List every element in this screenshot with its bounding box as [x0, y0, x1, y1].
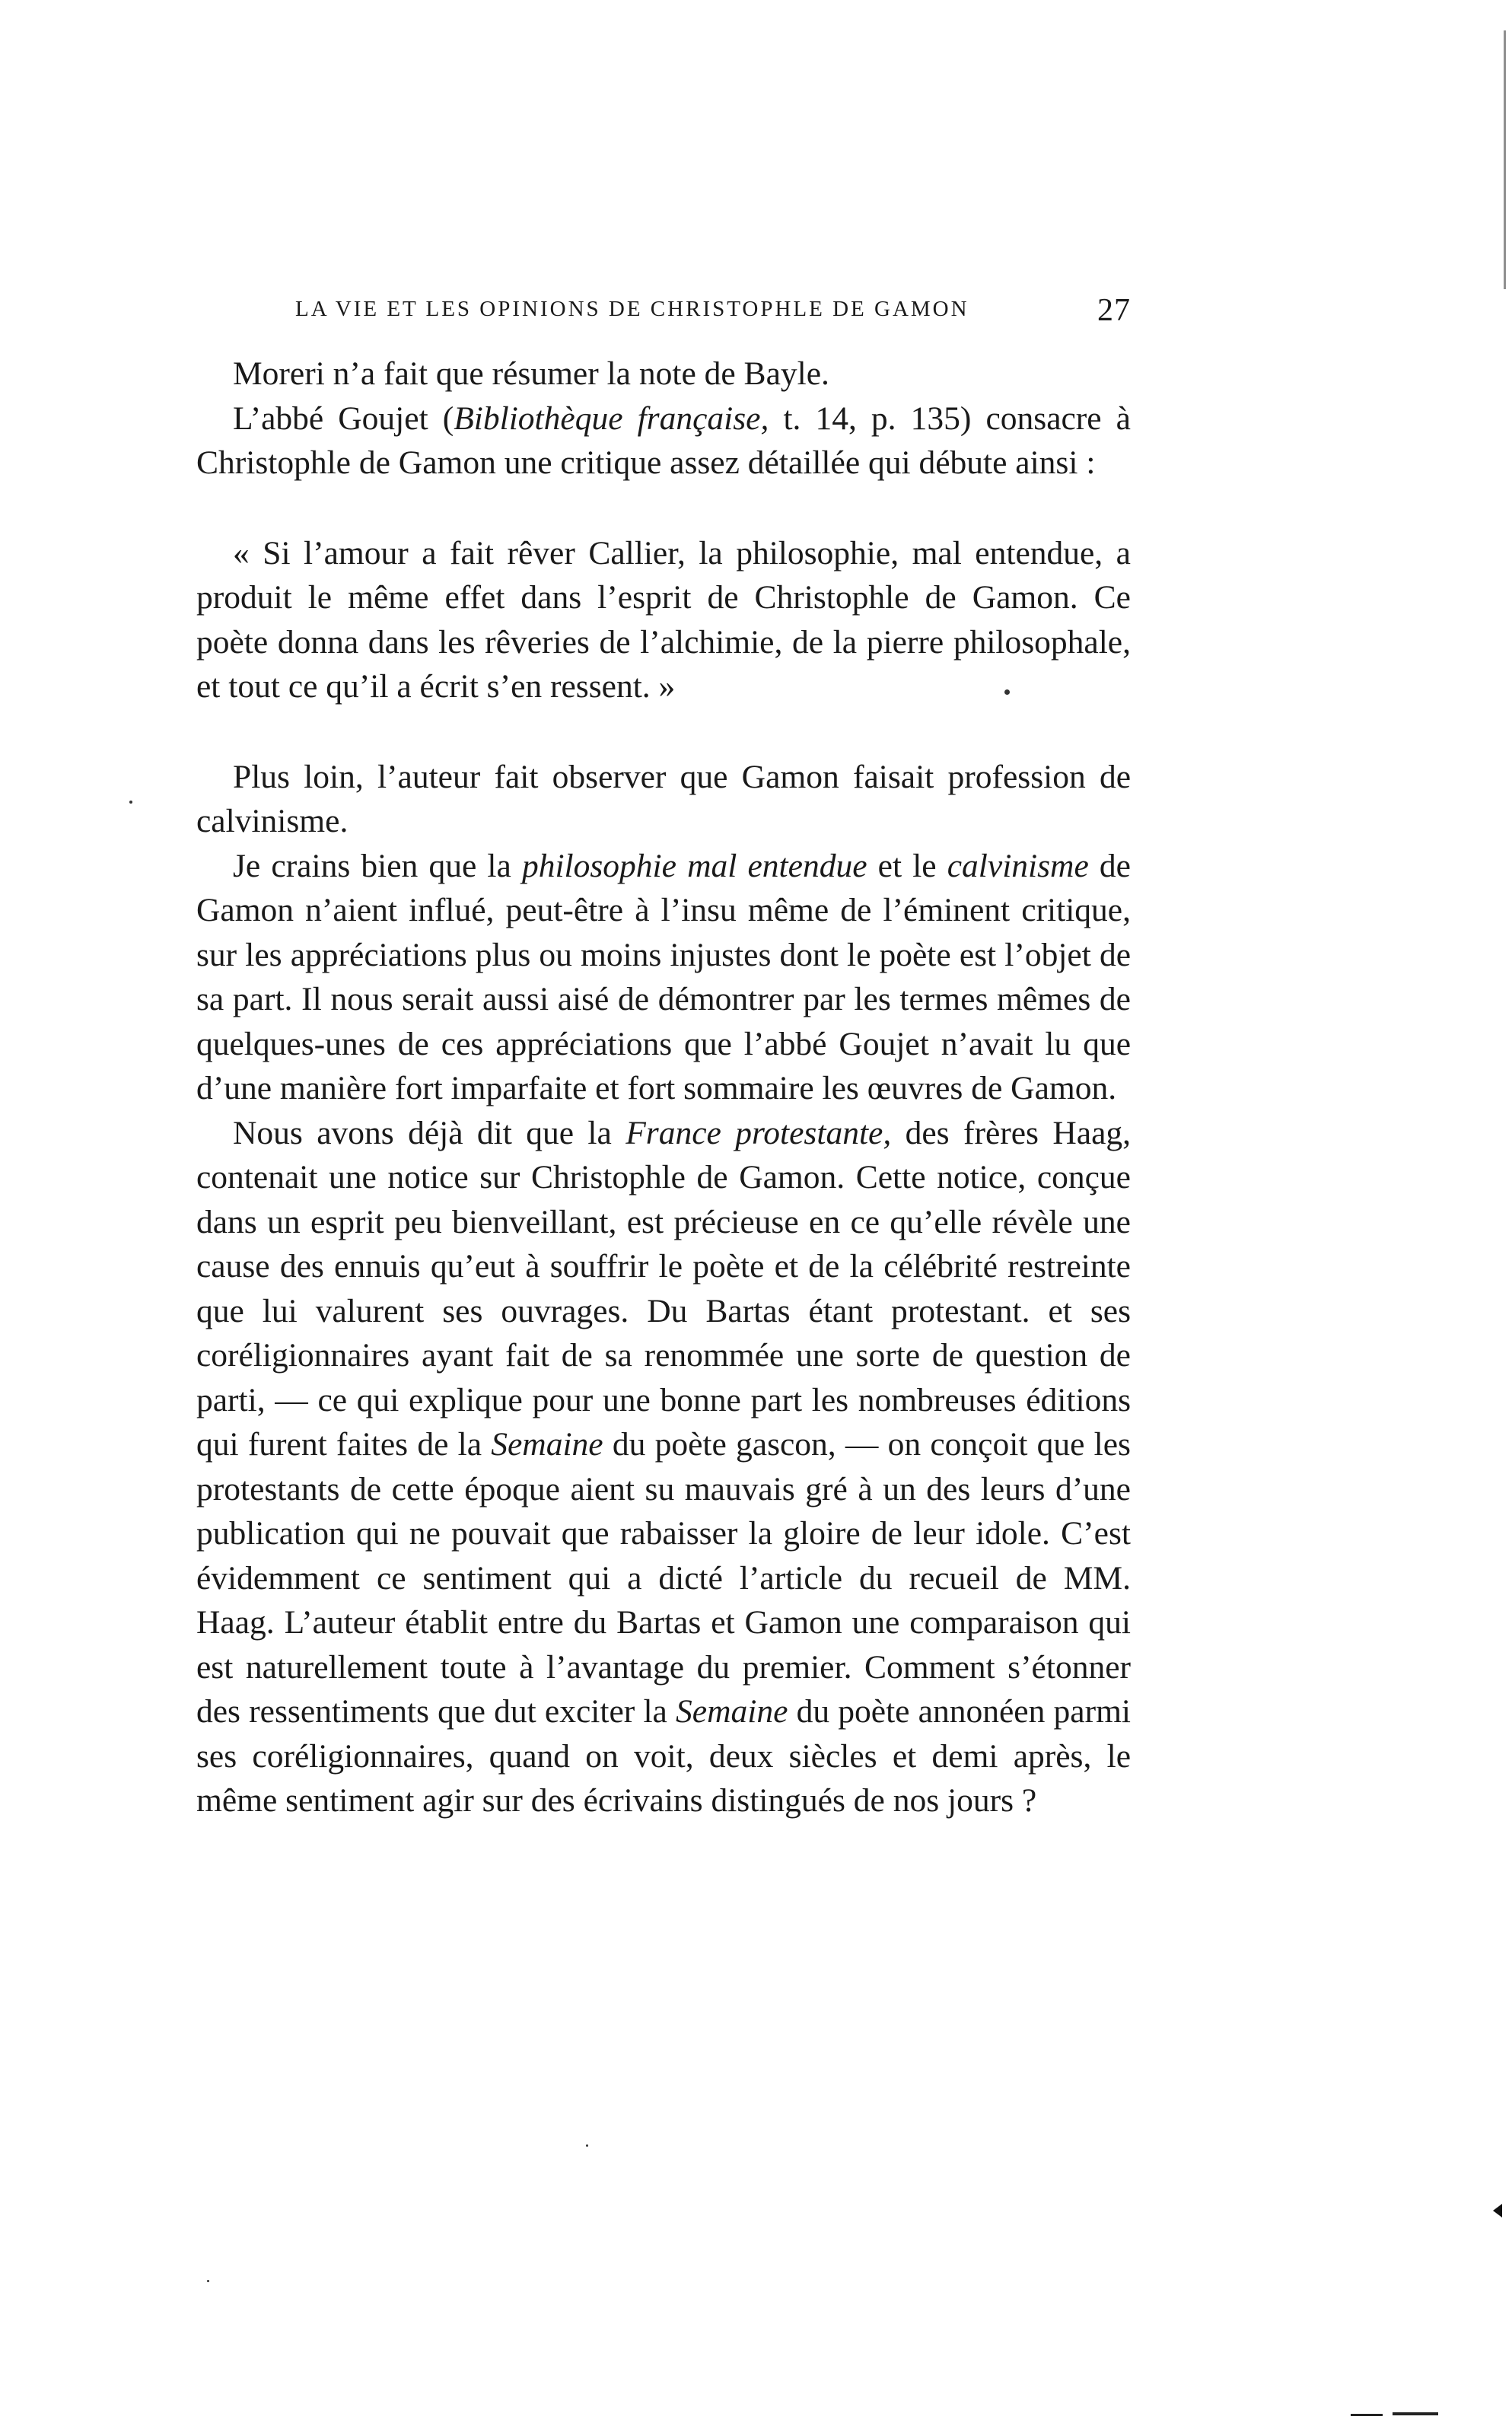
paragraph-goujet: L’abbé Goujet (Bibliothèque française, t. 14, p. 135) consacre à Christophle de Gamon une critique assez détaillée qui débute ainsi :: [196, 400, 1131, 481]
title-semaine: Semaine: [491, 1426, 603, 1463]
scan-speck: [207, 2280, 209, 2282]
paragraph-moreri: Moreri n’a fait que résumer la note de Bayle.: [233, 355, 829, 392]
scan-edge-mark: [1351, 2414, 1383, 2416]
scan-speck: [1004, 689, 1010, 695]
scan-edge-mark: [1504, 30, 1506, 289]
paragraph-france-protestante: Nous avons déjà dit que la France protestante, des frères Haag, contenait une notice sur Christophle de Gamon. Cette notice, conçue dans un esprit peu bienveillant, est précieuse en ce qu’elle révèle une cause des ennuis qu’eut à souffrir le poète et de la célébrité restreinte que lui valurent ses ouvrages. Du Bartas étant protestant. et ses coréligionnaires ayant fait de sa renommée une sorte de question de parti, — ce qui explique pour une bonne part les nombreuses éditions qui furent faites de la Semaine du poète gascon, — on conçoit que les protestants de cette époque aient su mauvais gré à un des leurs d’une publication qui ne pouvait que rabaisser la gloire de leur idole. C’est évidemment ce sentiment qui a dicté l’article du recueil de MM. Haag. L’auteur établit entre du Bartas et Gamon une comparaison qui est naturellement toute à l’avantage du premier. Comment s’étonner des ressentiments que dut exciter la Semaine du poète annonéen parmi ses coréligionnaires, quand on voit, deux siècles et demi après, le même sentiment agir sur des écrivains distingués de nos jours ?: [196, 1114, 1132, 1819]
page-number: 27: [1097, 293, 1131, 328]
italic-calvinisme: calvinisme: [947, 847, 1089, 884]
scan-speck: [586, 2144, 588, 2147]
scan-speck: [129, 801, 132, 804]
paragraph-je-crains: Je crains bien que la philosophie mal entendue et le calvinisme de Gamon n’aient influé, peut-être à l’insu même de l’éminent critique, sur les appréciations plus ou moins injustes dont le poète est l’objet de sa part. Il nous serait aussi aisé de démontrer par les termes mêmes de quelques-unes de ces appréciations que l’abbé Goujet n’avait lu que d’une manière fort imparfaite et fort sommaire les œuvres de Gamon.: [196, 847, 1131, 1106]
paragraph-calvinisme: Plus loin, l’auteur fait observer que Gamon faisait profession de calvinisme.: [196, 758, 1131, 839]
running-title: LA VIE ET LES OPINIONS DE CHRISTOPHLE DE GAMON: [295, 297, 969, 321]
title-semaine-2: Semaine: [676, 1693, 788, 1730]
title-france-protestante: France protestante,: [625, 1114, 892, 1151]
scan-arrow-mark: [1493, 2204, 1502, 2217]
italic-philosophie: philosophie mal entendue: [521, 847, 867, 884]
page-body: [196, 352, 1131, 1823]
title-bibliotheque-francaise: Bibliothèque française,: [454, 400, 769, 437]
block-quote: « Si l’amour a fait rêver Callier, la philosophie, mal entendue, a produit le même effet dans l’esprit de Christophle de Gamon. Ce poète donna dans les rêveries de l’alchimie, de la pierre philosophale, et tout ce qu’il a écrit s’en ressent. »: [196, 534, 1131, 705]
scan-edge-mark: [1393, 2412, 1438, 2415]
